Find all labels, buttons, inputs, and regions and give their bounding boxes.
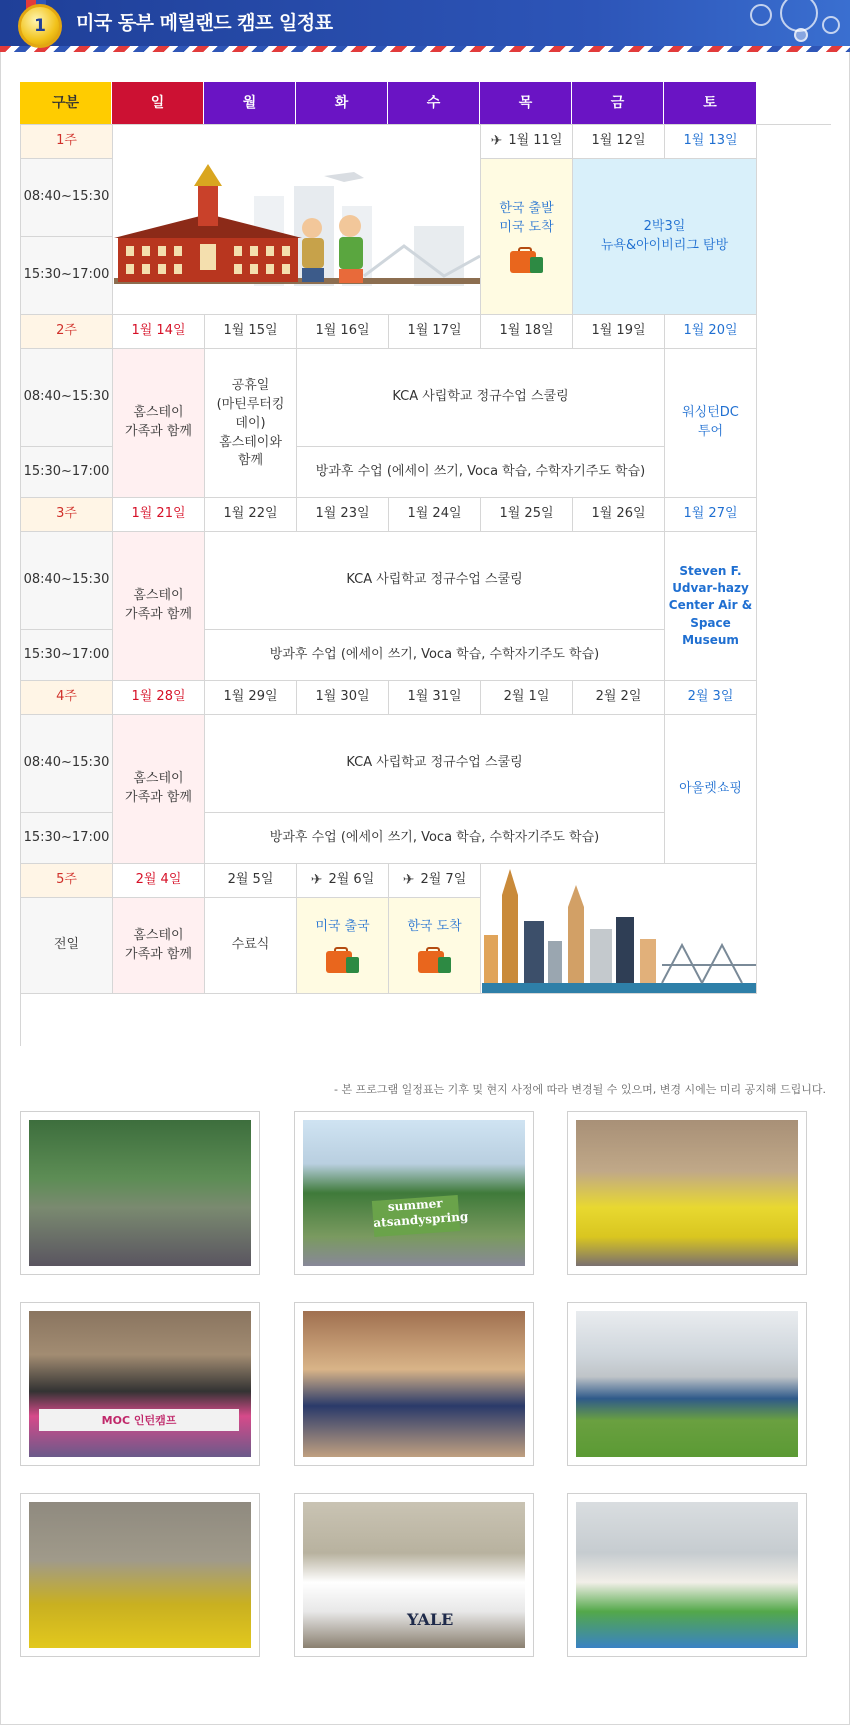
week1-thu-date: ✈ 1월 11일 <box>481 125 573 159</box>
week2-wed-date: 1월 17일 <box>389 315 481 349</box>
week3-label: 3주 <box>21 498 113 532</box>
photo-group-8 <box>294 1493 534 1657</box>
table-header-row <box>20 82 830 124</box>
week1-fri-date: 1월 12일 <box>573 125 665 159</box>
page-title: 미국 동부 메릴랜드 캠프 일정표 <box>76 12 333 34</box>
week4-wed-date: 1월 31일 <box>389 681 481 715</box>
header-bar <box>0 0 850 46</box>
week4-label: 4주 <box>21 681 113 715</box>
week5-skyline-illustration <box>481 864 757 994</box>
week1-departure-cell <box>481 159 573 315</box>
header-gubun: 구분 <box>20 82 112 124</box>
week5-korea-arrival <box>389 898 481 994</box>
week4-time-afternoon: 15:30~17:00 <box>21 813 113 864</box>
week2-thu-date: 1월 18일 <box>481 315 573 349</box>
week5-label: 5주 <box>21 864 113 898</box>
week3-time-morning: 08:40~15:30 <box>21 532 113 630</box>
week3-sat-date: 1월 27일 <box>665 498 757 532</box>
photo-image <box>29 1311 251 1457</box>
photo-group-6 <box>567 1302 807 1466</box>
week2-holiday: 공휴일 (마틴루터킹 데이) 홈스테이와 함께 <box>205 349 297 498</box>
week3-wed-date: 1월 24일 <box>389 498 481 532</box>
photo-image <box>29 1120 251 1266</box>
table-body <box>20 124 831 1046</box>
week1-time-afternoon: 15:30~17:00 <box>21 237 113 315</box>
suitcase-icon <box>326 947 360 973</box>
week1-sat-date: 1월 13일 <box>665 125 757 159</box>
airplane-icon: ✈ <box>402 872 415 889</box>
week1-newyork-tour: 2박3일 뉴욕&아이비리그 탐방 <box>573 159 757 315</box>
week3-sun-date: 1월 21일 <box>113 498 205 532</box>
week2-time-afternoon: 15:30~17:00 <box>21 447 113 498</box>
week1-label: 1주 <box>21 125 113 159</box>
week5-wed-date: ✈ 2월 7일 <box>389 864 481 898</box>
header-thu: 목 <box>480 82 572 124</box>
photo-image <box>576 1502 798 1648</box>
photo-image <box>303 1311 525 1457</box>
week3-time-afternoon: 15:30~17:00 <box>21 630 113 681</box>
header-sun: 일 <box>112 82 204 124</box>
airplane-icon: ✈ <box>490 133 503 150</box>
moc-banner: MOC 인턴캠프 <box>39 1409 239 1431</box>
photo-group-5 <box>294 1302 534 1466</box>
week1-time-morning: 08:40~15:30 <box>21 159 113 237</box>
korea-arrival-text: 한국 도착 <box>407 919 462 935</box>
week4-mon-date: 1월 29일 <box>205 681 297 715</box>
us-departure-text: 미국 출국 <box>315 919 370 935</box>
week5-us-departure <box>297 898 389 994</box>
week3-tue-date: 1월 23일 <box>297 498 389 532</box>
week4-time-morning: 08:40~15:30 <box>21 715 113 813</box>
week5-mon-date: 2월 5일 <box>205 864 297 898</box>
header-mon: 월 <box>204 82 296 124</box>
summer-sign: summer atsandyspring <box>372 1195 460 1237</box>
header-sat: 토 <box>664 82 756 124</box>
city-skyline-icon <box>482 865 756 993</box>
week4-outlet: 아울렛쇼핑 <box>665 715 757 864</box>
week2-afterschool: 방과후 수업 (에세이 쓰기, Voca 학습, 수학자기주도 학습) <box>297 447 665 498</box>
week3-regular-class: KCA 사립학교 정규수업 스쿨링 <box>205 532 665 630</box>
week3-thu-date: 1월 25일 <box>481 498 573 532</box>
departure-text: 한국 출발 미국 도착 <box>499 200 554 235</box>
week2-regular-class: KCA 사립학교 정규수업 스쿨링 <box>297 349 665 447</box>
header-tue: 화 <box>296 82 388 124</box>
medal-badge-icon: 1 <box>18 4 62 48</box>
week4-sun-date: 1월 28일 <box>113 681 205 715</box>
week4-regular-class: KCA 사립학교 정규수업 스쿨링 <box>205 715 665 813</box>
photo-image <box>576 1120 798 1266</box>
week2-tue-date: 1월 16일 <box>297 315 389 349</box>
photo-image <box>303 1502 525 1648</box>
week4-fri-date: 2월 2일 <box>573 681 665 715</box>
photo-group-7 <box>20 1493 260 1657</box>
campus-illustration-icon <box>114 126 480 314</box>
week5-sun-date: 2월 4일 <box>113 864 205 898</box>
week2-fri-date: 1월 19일 <box>573 315 665 349</box>
week3-mon-date: 1월 22일 <box>205 498 297 532</box>
header-stripe <box>0 46 850 52</box>
week2-sun-date: 1월 14일 <box>113 315 205 349</box>
header-wed: 수 <box>388 82 480 124</box>
suitcase-icon <box>510 247 544 273</box>
week2-dc-tour: 워싱턴DC 투어 <box>665 349 757 498</box>
schedule-note: - 본 프로그램 일정표는 기후 및 현지 사정에 따라 변경될 수 있으며, 변경 시에는 미리 공지해 드립니다. <box>334 1083 826 1096</box>
yale-shirt-text: YALE <box>407 1610 454 1629</box>
week2-label: 2주 <box>21 315 113 349</box>
week5-homestay: 홈스테이 가족과 함께 <box>113 898 205 994</box>
photo-group-4 <box>20 1302 260 1466</box>
week4-homestay: 홈스테이 가족과 함께 <box>113 715 205 864</box>
photo-image <box>29 1502 251 1648</box>
week3-museum: Steven F. Udvar-hazy Center Air & Space Museum <box>665 532 757 681</box>
week3-fri-date: 1월 26일 <box>573 498 665 532</box>
photo-group-2 <box>294 1111 534 1275</box>
week3-afterschool: 방과후 수업 (에세이 쓰기, Voca 학습, 수학자기주도 학습) <box>205 630 665 681</box>
week5-time-fullday: 전일 <box>21 898 113 994</box>
photo-image <box>303 1120 525 1266</box>
week4-afterschool: 방과후 수업 (에세이 쓰기, Voca 학습, 수학자기주도 학습) <box>205 813 665 864</box>
photo-image <box>576 1311 798 1457</box>
week1-campus-illustration <box>113 125 481 315</box>
photo-group-3 <box>567 1111 807 1275</box>
header-fri: 금 <box>572 82 664 124</box>
week2-mon-date: 1월 15일 <box>205 315 297 349</box>
week2-time-morning: 08:40~15:30 <box>21 349 113 447</box>
week2-sat-date: 1월 20일 <box>665 315 757 349</box>
week2-homestay: 홈스테이 가족과 함께 <box>113 349 205 498</box>
week4-sat-date: 2월 3일 <box>665 681 757 715</box>
week4-thu-date: 2월 1일 <box>481 681 573 715</box>
week3-homestay: 홈스테이 가족과 함께 <box>113 532 205 681</box>
bubbles-decoration <box>730 0 850 46</box>
week4-tue-date: 1월 30일 <box>297 681 389 715</box>
airplane-icon: ✈ <box>310 872 323 889</box>
suitcase-icon <box>418 947 452 973</box>
photo-group-9 <box>567 1493 807 1657</box>
week5-tue-date: ✈ 2월 6일 <box>297 864 389 898</box>
photo-group-1 <box>20 1111 260 1275</box>
week5-graduation: 수료식 <box>205 898 297 994</box>
